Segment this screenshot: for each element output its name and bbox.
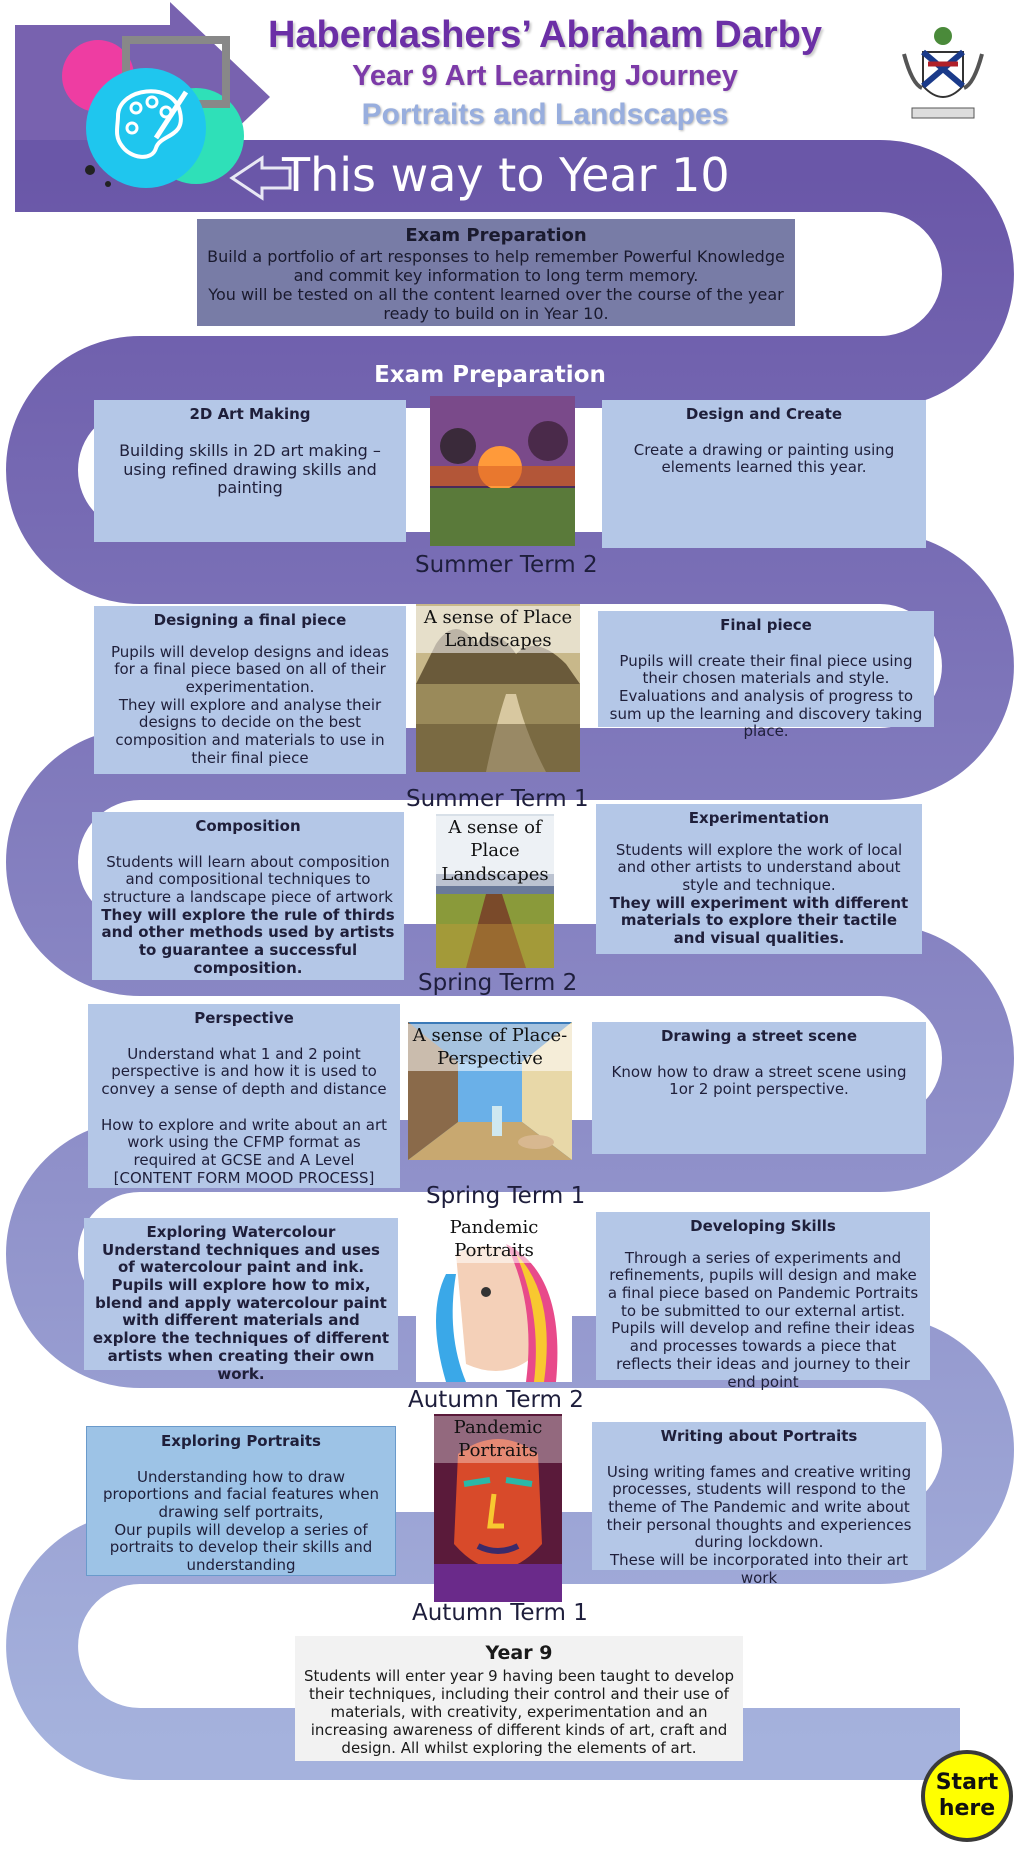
box-title: Composition [195, 817, 301, 835]
image-label: A sense of Place Landscapes [436, 816, 554, 886]
exam-preparation-box [197, 219, 795, 326]
landscape-path-image [416, 604, 580, 772]
field-path-image [436, 814, 554, 968]
box-text: How to explore and write about an art work using the CFMP format as required at GCSE and A Level [CONTENT FORM MOOD PROCESS] [100, 1115, 388, 1187]
box-text: Create a drawing or painting using elements learned this year. [633, 440, 895, 477]
box-title: Perspective [194, 1009, 294, 1027]
year9-box [295, 1636, 743, 1761]
box-text: Understanding how to draw proportions and facial features when drawing self portraits, [103, 1467, 379, 1522]
start-line1: Start [935, 1770, 999, 1795]
box-title: Final piece [720, 616, 812, 634]
perspective-box [88, 1004, 400, 1188]
pandemic-portrait-image [434, 1414, 562, 1602]
box-title: Designing a final piece [153, 611, 347, 629]
sunset-painting-image [430, 396, 575, 546]
box-text: Our pupils will develop a series of portraits to develop their skills and understanding [109, 1520, 373, 1575]
composition-box [92, 812, 404, 980]
box-text: Students will explore the work of local and other artists to understand about style and technique. [615, 840, 903, 895]
term-spring-2: Spring Term 2 [418, 970, 578, 996]
box-title: Experimentation [688, 809, 830, 827]
term-summer-2: Summer Term 2 [415, 552, 598, 578]
design-create-box [602, 400, 926, 548]
box-title: Design and Create [685, 405, 843, 423]
box-text: Pupils will develop and refine their ideas and processes towards a piece that reflects their ideas and journey to their end point [611, 1319, 915, 1391]
art-palette-icon [48, 28, 248, 198]
term-autumn-2: Autumn Term 2 [408, 1387, 584, 1413]
term-autumn-1: Autumn Term 1 [412, 1600, 588, 1626]
box-text: Pupils will create their final piece using their chosen materials and style. [619, 651, 913, 688]
start-here-badge [921, 1750, 1013, 1842]
box-text: Pupils will develop designs and ideas for a final piece based on all of their experimentation. [110, 642, 389, 697]
box-title: Exploring Watercolour [146, 1223, 336, 1241]
box-bold-text: Pupils will explore how to mix, blend and apply watercolour paint with different materials and explore the techniques of different artists when creating their own work. [92, 1276, 390, 1383]
this-way-label: This way to Year 10 [282, 148, 730, 202]
box-title: Drawing a street scene [660, 1027, 858, 1045]
image-label: Pandemic Portraits [434, 1416, 562, 1463]
box-bold-text: They will explore the rule of thirds and other methods used by artists to guarantee a successful composition. [101, 905, 395, 977]
exam-top-line2: You will be tested on all the content learned over the course of the year ready to build on in Year 10. [208, 284, 784, 324]
box-title: 2D Art Making [189, 405, 311, 423]
exam-top-title: Exam Preparation [405, 225, 587, 246]
school-title: Haberdashers’ Abraham Darby [267, 14, 823, 56]
box-title: Exploring Portraits [161, 1432, 321, 1450]
box-text: These will be incorporated into their art work [610, 1551, 908, 1587]
box-text: Through a series of experiments and refinements, pupils will design and make a final piece based on Pandemic Portraits to be submitted to our external artist. [607, 1248, 919, 1320]
box-text: Building skills in 2D art making – using refined drawing skills and painting [119, 440, 381, 498]
start-line2: here [938, 1796, 996, 1822]
exam-preparation-heading: Exam Preparation [374, 362, 606, 388]
box-text: Evaluations and analysis of progress to sum up the learning and discovery taking place. [609, 687, 923, 741]
image-label: A sense of Place- Perspective [408, 1024, 572, 1071]
box-text: Using writing fames and creative writing processes, students will respond to the theme of The Pandemic and write about their personal thoughts and experiences during lockdown. [606, 1462, 912, 1552]
street-scene-box [592, 1022, 926, 1154]
watercolour-portrait-image [416, 1214, 572, 1382]
year9-title: Year 9 [485, 1642, 553, 1664]
journey-title: Year 9 Art Learning Journey [352, 60, 738, 92]
image-label: A sense of Place Landscapes [416, 606, 580, 653]
term-spring-1: Spring Term 1 [426, 1183, 586, 1209]
final-piece-box [598, 611, 934, 741]
box-text: They will explore and analyse their designs to decide on the best composition and materials to use in their final piece [115, 695, 385, 767]
designing-final-piece-box [94, 606, 406, 774]
school-crest-icon [898, 24, 988, 124]
experimentation-box [596, 804, 922, 954]
watercolour-box [84, 1218, 398, 1383]
theme-title: Portraits and Landscapes [361, 98, 729, 131]
box-title: Developing Skills [690, 1217, 836, 1235]
box-text: Know how to draw a street scene using 1or 2 point perspective. [611, 1062, 907, 1099]
term-summer-1: Summer Term 1 [406, 786, 589, 812]
exam-top-line1: Build a portfolio of art responses to help remember Powerful Knowledge and commit key information to long term memory. [207, 246, 785, 285]
box-bold-text: Understand techniques and uses of watercolour paint and ink. [102, 1240, 380, 1277]
perspective-room-image [408, 1022, 572, 1160]
box-text: Understand what 1 and 2 point perspective is and how it is used to convey a sense of depth and distance [101, 1044, 387, 1099]
box-title: Writing about Portraits [660, 1427, 858, 1445]
image-label: Pandemic Portraits [416, 1216, 572, 1263]
exploring-portraits-box [86, 1426, 396, 1576]
box-text: Students will learn about composition and compositional techniques to structure a landscape piece of artwork [103, 852, 393, 907]
box-bold-text: They will experiment with different materials to explore their tactile and visual qualities. [609, 893, 909, 948]
writing-portraits-box [592, 1422, 926, 1587]
year9-text: Students will enter year 9 having been taught to develop their techniques, including their control and their use of materials, with creativity, experimentation and an increasing awareness of different kinds of art, craft and design. All whilst exploring the elements of art. [303, 1666, 735, 1757]
developing-skills-box [596, 1212, 930, 1391]
art-making-box [94, 400, 406, 542]
